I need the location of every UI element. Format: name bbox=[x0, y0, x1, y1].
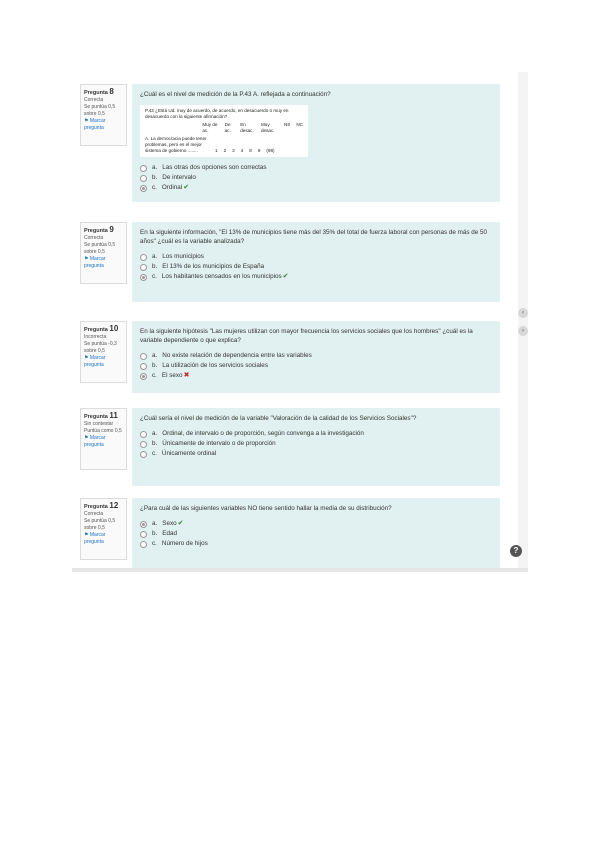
flag-icon: ⚑ bbox=[84, 355, 89, 361]
answer-option[interactable]: a. Ordinal, de intervalo o de proporción, según convenga a la investigación bbox=[140, 429, 492, 439]
question-status: Incorrecta bbox=[84, 334, 107, 340]
answer-option[interactable]: a. Sexo ✔ bbox=[140, 519, 492, 529]
question-score: Se puntúa 0,5 sobre 0,5 bbox=[84, 518, 116, 531]
bottom-scrollbar[interactable] bbox=[72, 568, 528, 572]
answer-option[interactable]: b. De intervalo bbox=[140, 173, 492, 183]
table-header: Muy de ac. bbox=[202, 122, 218, 133]
correct-check-icon: ✔ bbox=[183, 184, 190, 191]
table-title: P.43 ¿Está Ud. muy de acuerdo, de acuerdo, en desacuerdo o muy en desacuerdo con la siguiente afirmación? bbox=[145, 108, 289, 119]
answer-option[interactable]: a. Las otras dos opciones son correctas bbox=[140, 163, 492, 173]
question-info-12 bbox=[80, 498, 127, 560]
answer-option[interactable]: b. Edad bbox=[140, 529, 492, 539]
question-info-11 bbox=[80, 408, 127, 470]
answer-option[interactable]: b. El 13% de los municipios de España bbox=[140, 262, 492, 272]
question-status: Correcta bbox=[84, 511, 104, 517]
question-number: Pregunta 10 bbox=[84, 324, 119, 333]
radio-button[interactable] bbox=[140, 431, 147, 438]
flag-icon: ⚑ bbox=[84, 256, 89, 262]
radio-button-checked[interactable] bbox=[140, 274, 147, 281]
table-header: En desac. bbox=[240, 122, 254, 133]
radio-button-checked[interactable] bbox=[140, 185, 147, 192]
table-value: 8 bbox=[249, 148, 252, 153]
flag-question-link[interactable]: ⚑ Marcar pregunta bbox=[84, 532, 106, 545]
question-number: Pregunta 8 bbox=[84, 87, 114, 96]
question-score: Se puntúa -0,3 sobre 0,5 bbox=[84, 341, 117, 354]
answer-option[interactable]: c. Únicamente ordinal bbox=[140, 449, 492, 459]
table-header: Muy desac. bbox=[260, 122, 275, 133]
question-number: Pregunta 9 bbox=[84, 225, 114, 234]
table-value: 2 bbox=[223, 148, 227, 153]
question-content-12 bbox=[132, 498, 500, 572]
question-content-9 bbox=[132, 222, 500, 302]
question-info-8 bbox=[80, 84, 127, 146]
answer-option[interactable]: b. Únicamente de intervalo o de proporción bbox=[140, 439, 492, 449]
answer-option[interactable]: a. No existe relación de dependencia entre las variables bbox=[140, 351, 492, 361]
incorrect-cross-icon: ✖ bbox=[183, 372, 190, 379]
radio-button[interactable] bbox=[140, 451, 147, 458]
flag-question-link[interactable]: ⚑ Marcar pregunta bbox=[84, 355, 106, 368]
help-button[interactable]: ? bbox=[510, 545, 522, 557]
flag-icon: ⚑ bbox=[84, 118, 89, 124]
correct-check-icon: ✔ bbox=[282, 273, 289, 280]
question-number: Pregunta 12 bbox=[84, 501, 119, 510]
flag-icon: ⚑ bbox=[84, 435, 89, 441]
correct-check-icon: ✔ bbox=[177, 520, 184, 527]
flag-question-link[interactable]: ⚑ Marcar pregunta bbox=[84, 435, 106, 448]
table-item: A. La democracia puede tener problemas, pero es el mejor sistema de gobierno ........ bbox=[145, 136, 207, 153]
table-header: De ac. bbox=[224, 122, 231, 133]
question-content-11 bbox=[132, 408, 500, 486]
question-content-8 bbox=[132, 84, 500, 202]
answer-option[interactable]: c. Los habitantes censados en los municipios ✔ bbox=[140, 272, 492, 282]
answer-option[interactable]: a. Los municipios bbox=[140, 252, 492, 262]
flag-question-link[interactable]: ⚑ Marcar pregunta bbox=[84, 118, 106, 131]
question-score: Se puntúa 0,5 sobre 0,5 bbox=[84, 104, 116, 117]
question-text: En la siguiente información, "El 13% de municipios tiene más del 35% del total de fuerza laboral con personas de más de 50 años" ¿cuál es la variable analizada? bbox=[140, 229, 488, 245]
radio-button[interactable] bbox=[140, 441, 147, 448]
table-value: 1 bbox=[215, 148, 218, 153]
radio-button[interactable] bbox=[140, 363, 147, 370]
question-text: ¿Para cuál de las siguientes variables NO tiene sentido hallar la media de su distribución? bbox=[140, 505, 392, 512]
answer-option[interactable]: c. El sexo ✖ bbox=[140, 371, 492, 381]
table-value: 4 bbox=[240, 148, 244, 153]
question-text: ¿Cuál sería el nivel de medición de la variable "Valoración de la calidad de los Servicios Sociales"? bbox=[140, 415, 417, 422]
quiz-review-screen bbox=[72, 72, 528, 572]
answer-option[interactable]: c. Ordinal ✔ bbox=[140, 183, 492, 193]
answer-option[interactable]: b. La utilización de los servicios sociales bbox=[140, 361, 492, 371]
question-info-10 bbox=[80, 321, 127, 383]
question-text: ¿Cuál es el nivel de medición de la P.43 A. reflejada a continuación? bbox=[140, 91, 331, 98]
question-text: En la siguiente hipótesis "Las mujeres utilizan con mayor frecuencia los servicios sociales que los hombres" ¿cuál es la variable dependiente o que explica? bbox=[140, 328, 473, 344]
radio-button[interactable] bbox=[140, 264, 147, 271]
radio-button[interactable] bbox=[140, 175, 147, 182]
table-header: NS bbox=[283, 122, 291, 127]
radio-button[interactable] bbox=[140, 254, 147, 261]
question-score: Puntúa como 0,5 bbox=[84, 428, 122, 434]
answer-option[interactable]: c. Número de hijos bbox=[140, 539, 492, 549]
flag-question-link[interactable]: ⚑ Marcar pregunta bbox=[84, 256, 106, 269]
table-value: (98) bbox=[266, 148, 275, 153]
drawer-toggle-icon[interactable]: › bbox=[518, 326, 528, 336]
question-status: Correcta bbox=[84, 235, 104, 241]
table-value: 9 bbox=[257, 148, 261, 153]
drawer-toggle-icon[interactable]: ‹ bbox=[518, 308, 528, 318]
radio-button[interactable] bbox=[140, 165, 147, 172]
right-scroll-rail[interactable] bbox=[518, 72, 528, 572]
flag-icon: ⚑ bbox=[84, 532, 89, 538]
table-value: 3 bbox=[232, 148, 235, 153]
question-info-9 bbox=[80, 222, 127, 284]
radio-button-checked[interactable] bbox=[140, 373, 147, 380]
radio-button[interactable] bbox=[140, 541, 147, 548]
question-number: Pregunta 11 bbox=[84, 411, 118, 420]
radio-button[interactable] bbox=[140, 353, 147, 360]
radio-button-checked[interactable] bbox=[140, 521, 147, 528]
question-status: Sin contestar bbox=[84, 421, 114, 427]
question-score: Se puntúa 0,5 sobre 0,5 bbox=[84, 242, 116, 255]
question-content-10 bbox=[132, 321, 500, 393]
survey-table-image bbox=[140, 105, 308, 157]
radio-button[interactable] bbox=[140, 531, 147, 538]
table-header: NC bbox=[296, 122, 303, 127]
question-status: Correcta bbox=[84, 97, 104, 103]
